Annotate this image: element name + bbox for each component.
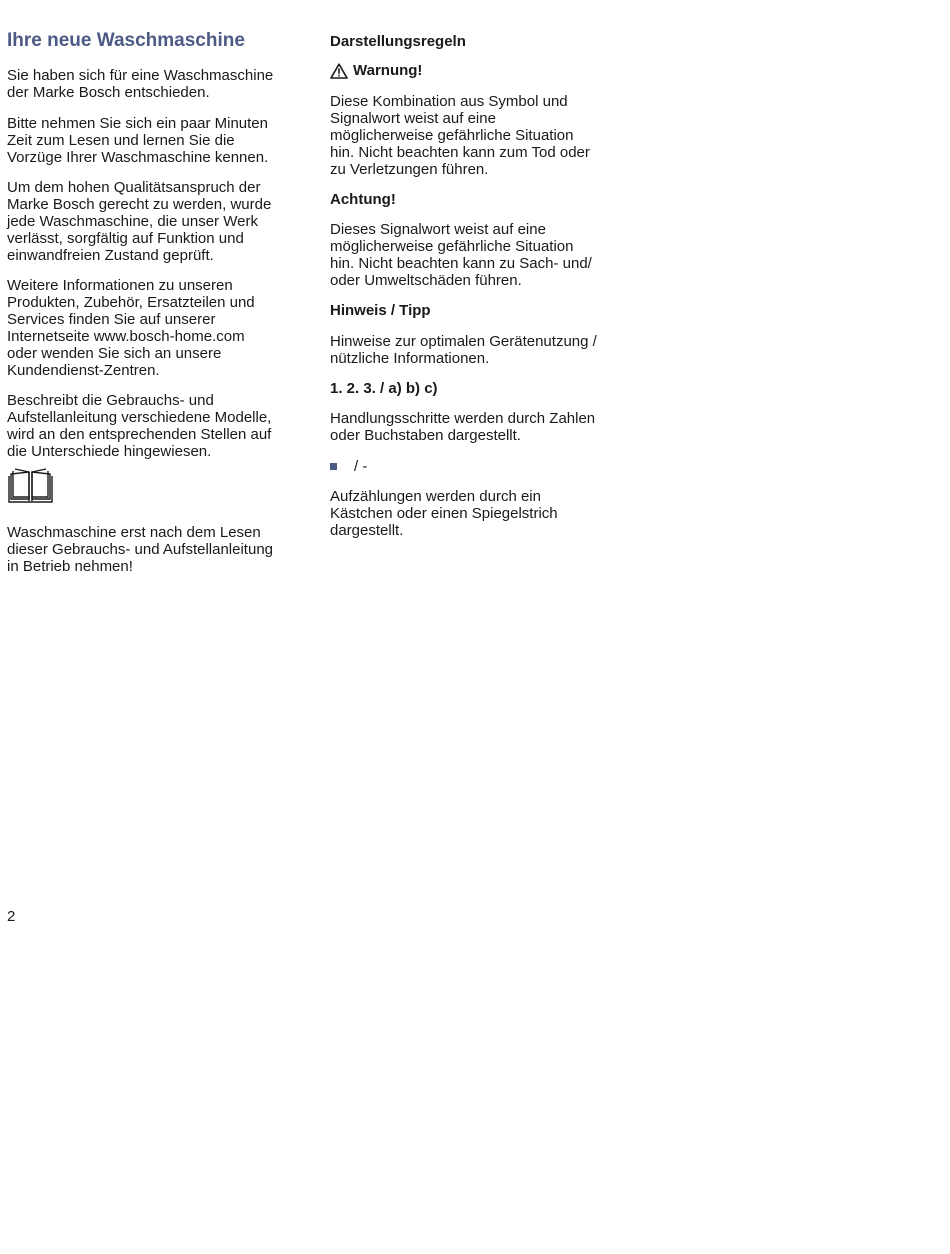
bullet-symbol-text: / -	[354, 458, 368, 475]
warning-heading: Warnung!	[353, 62, 423, 79]
closing-paragraph: Waschmaschine erst nach dem Lesen dieser Gebrauchs- und Aufstellanleitung in Betrieb nehmen!	[7, 524, 274, 575]
caution-text: Dieses Signalwort weist auf eine möglicherweise gefährliche Situation hin. Nicht beachten kann zu Sach- und/ oder Umweltschäden führen.	[330, 221, 592, 289]
steps-heading: 1. 2. 3. / a) b) c)	[330, 380, 438, 397]
bullets-text: Aufzählungen werden durch ein Kästchen oder einen Spiegelstrich dargestellt.	[330, 488, 558, 539]
open-book-icon	[7, 468, 54, 504]
bullet-symbol-row	[330, 458, 367, 475]
reading-paragraph: Bitte nehmen Sie sich ein paar Minuten Zeit zum Lesen und lernen Sie die Vorzüge Ihrer Waschmaschine kennen.	[7, 115, 269, 166]
models-paragraph: Beschreibt die Gebrauchs- und Aufstellanleitung verschiedene Modelle, wird an den entsprechenden Stellen auf die Unterschiede hingewiesen.	[7, 392, 272, 460]
intro-paragraph: Sie haben sich für eine Waschmaschine der Marke Bosch entschieden.	[7, 67, 274, 101]
steps-text: Handlungsschritte werden durch Zahlen oder Buchstaben dargestellt.	[330, 410, 596, 444]
caution-heading: Achtung!	[330, 191, 396, 208]
hint-heading: Hinweis / Tipp	[330, 302, 431, 319]
quality-paragraph: Um dem hohen Qualitätsanspruch der Marke Bosch gerecht zu werden, wurde jede Waschmaschine, die unser Werk verlässt, sorgfältig auf Funktion und einwandfreien Zustand geprüft.	[7, 179, 272, 264]
bullet-square-icon	[330, 463, 337, 470]
info-paragraph: Weitere Informationen zu unseren Produkten, Zubehör, Ersatzteilen und Services finden Sie auf unserer Internetseite www.bosch-home.com oder wenden Sie sich an unsere Kundendienst-Zentren.	[7, 277, 255, 379]
warning-text: Diese Kombination aus Symbol und Signalwort weist auf eine möglicherweise gefährliche Situation hin. Nicht beachten kann zum Tod oder zu Verletzungen führen.	[330, 93, 590, 178]
hint-text: Hinweise zur optimalen Gerätenutzung / nützliche Informationen.	[330, 333, 597, 367]
warning-triangle-icon	[330, 63, 348, 79]
section-title: Darstellungsregeln	[330, 33, 466, 50]
page-title: Ihre neue Waschmaschine	[7, 30, 245, 51]
page-number: 2	[7, 908, 16, 925]
warning-heading-row	[330, 62, 422, 79]
